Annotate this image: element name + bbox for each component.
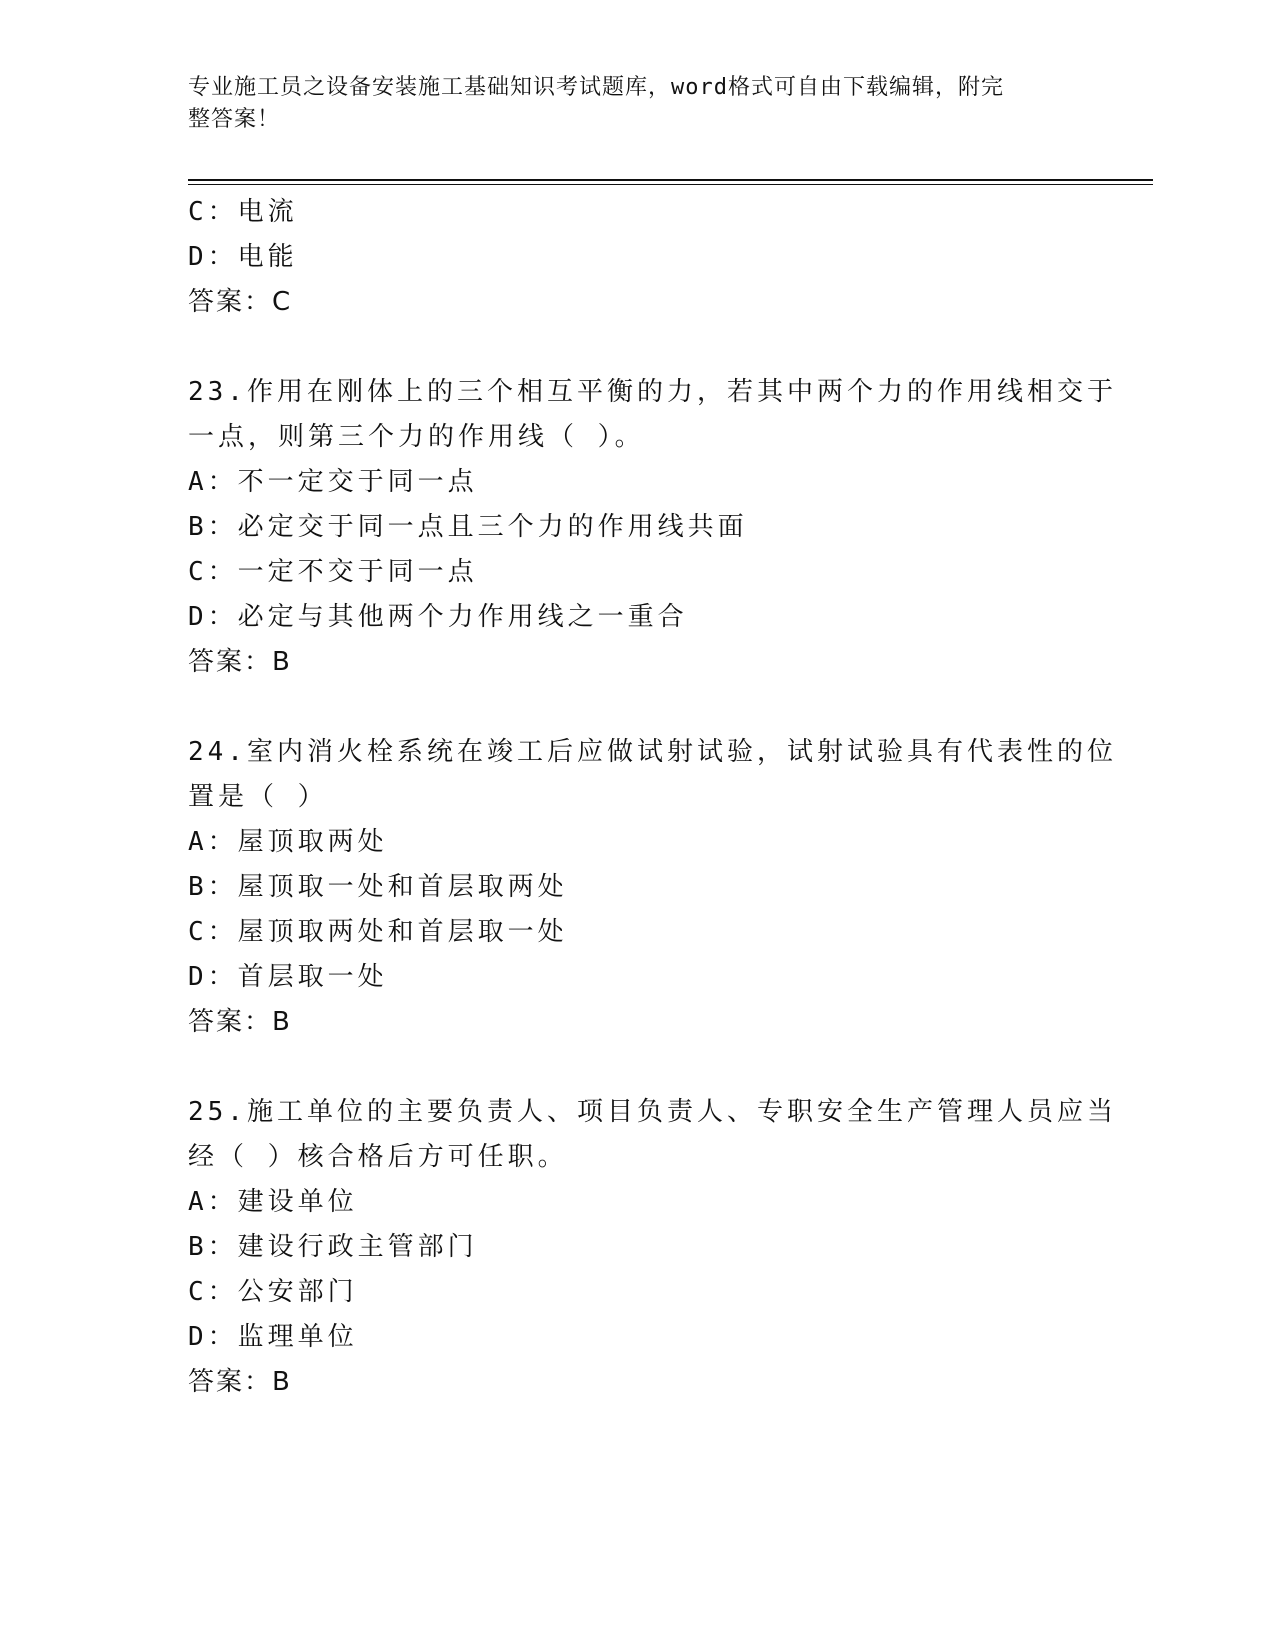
answer-line: 答案：B: [188, 1007, 292, 1037]
header-line-2: 整答案！: [188, 107, 281, 132]
question-text-line-1: 25.施工单位的主要负责人、项目负责人、专职安全生产管理人员应当: [188, 1097, 1117, 1127]
question-text-line-1: 23.作用在刚体上的三个相互平衡的力，若其中两个力的作用线相交于: [188, 377, 1117, 407]
document-header: [188, 72, 1068, 136]
option-c: C：屋顶取两处和首层取一处: [188, 917, 568, 947]
question-list: [188, 190, 1117, 1405]
spacer: [188, 325, 1088, 370]
question-text-line-2: 置是（ ）: [188, 782, 328, 812]
option-d: D：监理单位: [188, 1322, 358, 1352]
spacer: [188, 685, 1088, 730]
option-c: C：电流: [188, 197, 298, 227]
option-c: C：一定不交于同一点: [188, 557, 478, 587]
spacer: [188, 1045, 1088, 1090]
option-a: A：不一定交于同一点: [188, 467, 478, 497]
question-23: [188, 370, 1117, 685]
question-text-line-2: 经（ ）核合格后方可任职。: [188, 1142, 568, 1172]
option-c: C：公安部门: [188, 1277, 358, 1307]
option-d: D：必定与其他两个力作用线之一重合: [188, 602, 688, 632]
option-b: B：必定交于同一点且三个力的作用线共面: [188, 512, 748, 542]
option-a: A：屋顶取两处: [188, 827, 388, 857]
answer-line: 答案：B: [188, 647, 292, 677]
question-25: [188, 1090, 1117, 1405]
previous-question-tail: [188, 190, 1088, 325]
question-text-line-2: 一点，则第三个力的作用线（ ）。: [188, 422, 645, 452]
option-b: B：屋顶取一处和首层取两处: [188, 872, 568, 902]
option-d: D：首层取一处: [188, 962, 388, 992]
option-b: B：建设行政主管部门: [188, 1232, 478, 1262]
option-a: A：建设单位: [188, 1187, 358, 1217]
answer-line: 答案：C: [188, 287, 293, 317]
header-divider-thin: [188, 184, 1153, 185]
question-text-line-1: 24.室内消火栓系统在竣工后应做试射试验，试射试验具有代表性的位: [188, 737, 1117, 767]
header-line-1: 专业施工员之设备安装施工基础知识考试题库，word格式可自由下载编辑，附完: [188, 75, 1004, 100]
answer-line: 答案：B: [188, 1367, 292, 1397]
option-d: D：电能: [188, 242, 298, 272]
header-divider-thick: [188, 179, 1153, 181]
question-24: [188, 730, 1117, 1045]
